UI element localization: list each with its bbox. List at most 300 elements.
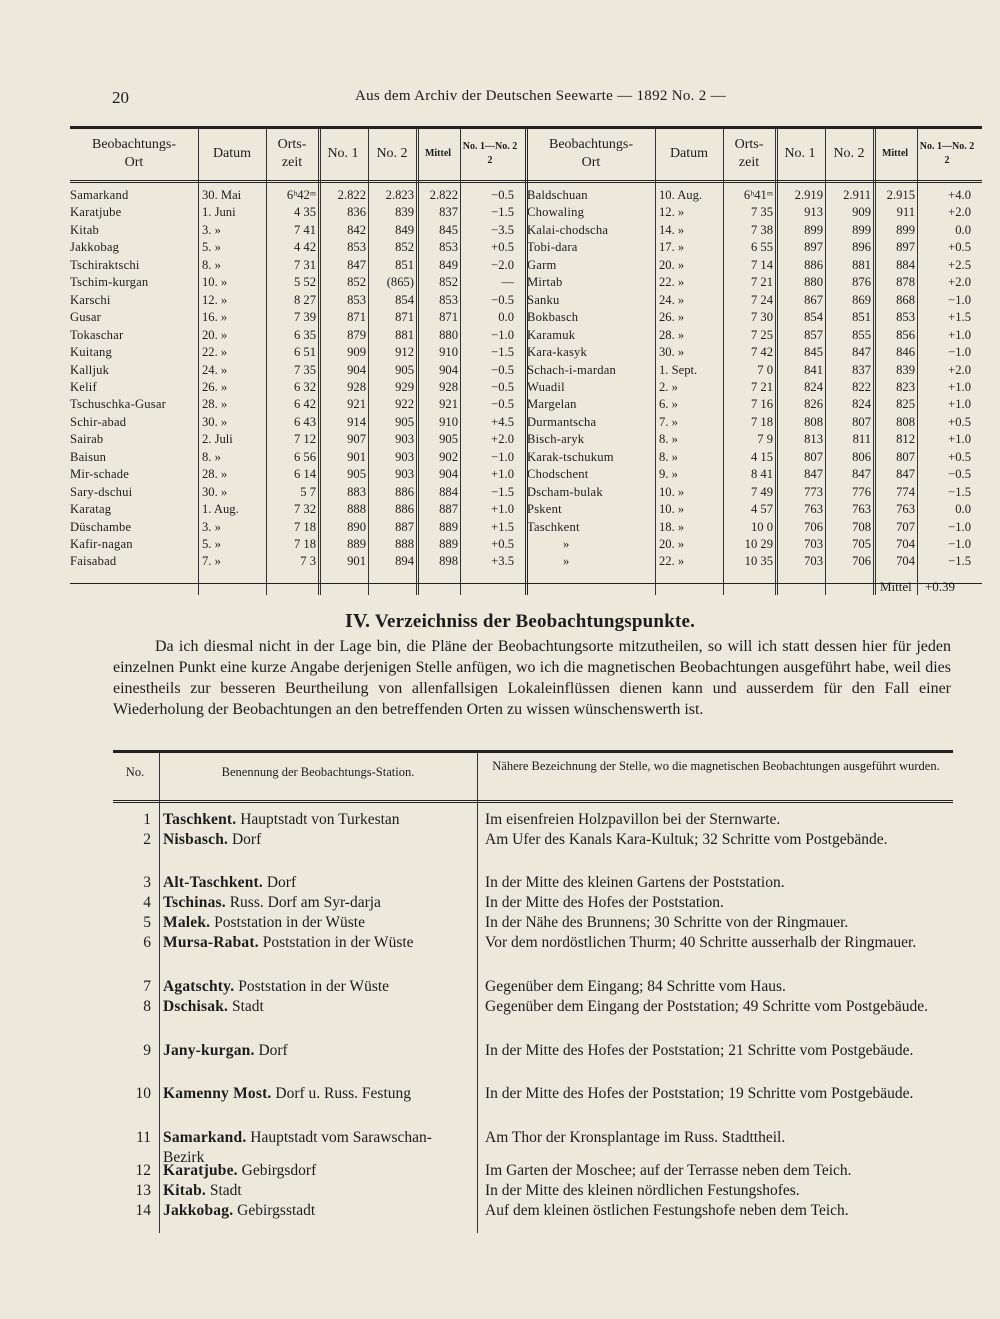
value-diff: +2.0 [948,205,971,220]
local-time: 7 32 [293,502,316,517]
value-diff: −1.0 [491,449,514,464]
value-diff: +1.0 [491,467,514,482]
station-name: Dscham-bulak [527,484,603,499]
local-time: 4 35 [293,205,316,220]
value-mean: 884 [439,484,458,499]
station-name-bold: Agatschty. [163,978,235,995]
table-row [70,519,525,536]
value-diff: −1.0 [948,537,971,551]
value-mean: 889 [439,537,458,551]
value-diff: −1.5 [948,554,971,569]
value-mean: 2.915 [886,188,915,202]
station-name: Jakkobag [70,240,120,255]
table-row [70,309,525,326]
value-mean: 884 [896,257,915,272]
table-row [527,239,982,256]
table-row [70,344,525,361]
value-no1: 841 [804,362,823,377]
value-no2: 824 [852,397,871,412]
right-header-ort: Beobachtungs- Ort [549,137,633,170]
value-diff: −3.5 [491,222,514,237]
value-diff: +0.5 [491,537,514,551]
station-type: Gebirgsdorf [237,1162,317,1179]
date: 28. » [202,397,228,412]
local-time: 7 38 [750,222,773,237]
page-number: 20 [112,88,129,107]
value-no1: 847 [347,257,366,272]
station-name-bold: Jakkobag. [163,1202,234,1219]
station-type: Dorf [254,1042,288,1059]
value-diff: −1.5 [948,484,971,499]
value-no1: 883 [347,484,366,499]
table-row [527,344,982,361]
running-head: Aus dem Archiv der Deutschen Seewarte — 1892 No. 2 — [355,88,726,104]
value-no2: 806 [852,449,871,464]
value-diff: +3.5 [491,554,514,569]
value-no1: 897 [804,240,823,255]
left-header-no1: No. 1 [327,146,359,161]
station-location-description: In der Nähe des Brunnens; 30 Schritte von der Ringmauer. [485,914,849,931]
table-bottom-rule [70,583,982,584]
date: 12. » [202,292,228,307]
value-diff: +2.5 [948,257,971,272]
value-diff: −1.5 [491,345,514,360]
station-type: Stadt [228,998,264,1015]
value-mean: 808 [896,414,915,429]
value-no2: 811 [852,432,871,447]
date: 2. » [659,379,678,394]
value-no2: 881 [852,257,871,272]
station-name [163,1161,473,1181]
station-location-description: Am Thor der Kronsplantage im Russ. Stadttheil. [485,1129,786,1146]
station-type: Poststation in der Wüste [258,934,414,951]
value-mean: 868 [896,292,915,307]
local-time: 4 15 [750,449,773,464]
table-row [70,187,525,204]
station-location-description: Gegenüber dem Eingang der Poststation; 49 Schritte vom Postgebäude. [485,998,928,1015]
station-name: Faisabad [70,554,117,569]
station-name: » [563,554,570,569]
value-mean: 812 [896,432,915,447]
date: 28. » [202,467,228,482]
station-name: Pskent [527,502,562,517]
left-header-datum: Datum [212,146,252,161]
table-row [527,466,982,483]
value-no2: 837 [852,362,871,377]
local-time: 7 24 [750,292,773,307]
station-location-description: Im eisenfreien Holzpavillon bei der Sternwarte. [485,811,781,828]
station-number: 10 [135,1085,151,1102]
table-row [527,414,982,431]
date: 30. » [202,414,228,429]
value-diff: +2.0 [948,362,971,377]
value-no1: 842 [347,222,366,237]
table-row [70,466,525,483]
local-time: 7 30 [750,310,773,325]
local-time: 6ʰ41ᵐ [743,188,773,202]
station-number: 3 [143,874,151,891]
local-time: 6 51 [293,345,316,360]
table-row [527,257,982,274]
local-time: 7 14 [750,257,773,272]
left-header-mittel: Mittel [424,148,452,159]
value-no2: 851 [852,310,871,325]
value-no1: 852 [347,275,366,290]
value-no1: 871 [347,310,366,325]
value-no2: 903 [395,467,414,482]
station-number: 8 [143,998,151,1015]
value-no1: 2.822 [337,188,366,202]
station-number: 12 [135,1162,151,1179]
left-header-diff: No. 1—No. 2 2 [462,141,518,166]
value-no1: 857 [804,327,823,342]
value-mean: 905 [439,432,458,447]
value-no1: 826 [804,397,823,412]
station-name: Chowaling [527,205,585,220]
station-location-description: In der Mitte des Hofes der Poststation; 21 Schritte vom Postgebäude. [485,1042,914,1059]
date: 5. » [202,537,221,551]
right-header-no2: No. 2 [833,146,865,161]
value-mean: 807 [896,449,915,464]
date: 22. » [659,275,685,290]
station-name: Baisun [70,449,107,464]
value-mean: 837 [439,205,458,220]
table-row [70,222,525,239]
station-type: Russ. Dorf am Syr-darja [225,894,381,911]
station-name: Sary-dschui [70,484,133,499]
date: 26. » [202,379,228,394]
value-no1: 889 [347,537,366,551]
value-mean: 902 [439,449,458,464]
value-no1: 836 [347,205,366,220]
station-name [163,893,473,913]
value-no1: 879 [347,327,366,342]
value-diff: +4.0 [948,188,971,202]
table-row [527,536,982,553]
station-type: Gebirgsstadt [233,1202,316,1219]
value-no1: 928 [347,379,366,394]
station-number: 13 [135,1182,151,1199]
value-mean: 853 [439,292,458,307]
value-no1: 907 [347,432,366,447]
overall-mean-label: Mittel [880,579,912,594]
value-no2: 888 [395,537,414,551]
table-row [527,431,982,448]
station-name: Karatag [70,502,112,517]
value-diff: +1.5 [948,310,971,325]
value-mean: 878 [896,275,915,290]
value-no1: 853 [347,292,366,307]
date: 8. » [202,449,221,464]
station-name: Baldschuan [527,188,588,202]
table-row [527,501,982,518]
value-diff: +1.0 [491,502,514,517]
value-diff: +0.5 [948,449,971,464]
station-name: Sanku [527,292,560,307]
value-diff: −1.0 [948,292,971,307]
date: 10. » [659,502,685,517]
value-diff: +1.5 [491,519,514,534]
value-mean: 853 [896,310,915,325]
right-header-ortszeit: Orts- zeit [734,137,764,170]
value-no1: 763 [804,502,823,517]
station-name: Kafir-nagan [70,537,133,551]
value-no2: 851 [395,257,414,272]
table-row [70,327,525,344]
table-row [527,187,982,204]
station-number: 11 [136,1129,151,1146]
value-diff: −1.5 [491,205,514,220]
value-mean: 849 [439,257,458,272]
station-col-line [159,753,160,1233]
date: 30. Mai [202,188,242,202]
station-location-description: In der Mitte des kleinen nördlichen Festungshofes. [485,1182,800,1199]
local-time: 7 25 [750,327,773,342]
value-diff: +2.0 [948,275,971,290]
value-no2: 2.823 [385,188,414,202]
value-no1: 847 [804,467,823,482]
value-no1: 901 [347,554,366,569]
local-time: 6 32 [293,379,316,394]
date: 10. » [659,484,685,499]
station-number: 9 [143,1042,151,1059]
station-name: Margelan [527,397,577,412]
value-no1: 867 [804,292,823,307]
local-time: 7 9 [757,432,773,447]
value-diff: +2.0 [491,432,514,447]
station-name: Tschuschka-Gusar [70,397,167,412]
value-mean: 845 [439,222,458,237]
station-type: Hauptstadt vom Sarawschan-Bezirk [163,1129,432,1166]
table-row [527,292,982,309]
table-row [527,484,982,501]
value-no1: 703 [804,537,823,551]
value-no1: 2.919 [794,188,823,202]
date: 8. » [202,257,221,272]
value-no2: 903 [395,449,414,464]
value-no2: 763 [852,502,871,517]
section-heading [345,610,695,633]
station-header-rule [113,800,953,803]
value-mean: 763 [896,502,915,517]
value-no2: 922 [395,397,414,412]
station-name-bold: Taschkent. [163,811,237,828]
local-time: 10 29 [744,537,773,551]
station-location-description: In der Mitte des Hofes der Poststation; 19 Schritte vom Postgebäude. [485,1085,914,1102]
value-mean: 928 [439,379,458,394]
station-name: Kitab [70,222,99,237]
local-time: 6 42 [293,397,316,412]
local-time: 5 52 [293,275,316,290]
table-row [70,362,525,379]
local-time: 7 21 [750,379,773,394]
local-time: 7 31 [293,257,316,272]
station-name [163,1181,473,1201]
value-no2: 847 [852,345,871,360]
station-name-bold: Mursa-Rabat. [163,934,259,951]
station-name [163,933,473,953]
station-name [163,997,473,1017]
value-mean: 704 [896,537,915,551]
local-time: 7 18 [293,537,316,551]
table-row [70,274,525,291]
value-no2: 854 [395,292,414,307]
value-mean: 847 [896,467,915,482]
station-type: Stadt [205,1182,242,1199]
value-no2: 909 [852,205,871,220]
station-type: Poststation in der Wüste [234,978,390,995]
local-time: 6 55 [750,240,773,255]
station-name [163,1041,473,1061]
station-name: Kelif [70,379,97,394]
value-mean: 880 [439,327,458,342]
value-no2: 869 [852,292,871,307]
value-mean: 910 [439,345,458,360]
value-diff: −0.5 [491,292,514,307]
value-no1: 808 [804,414,823,429]
value-no2: 705 [852,537,871,551]
table-row [527,519,982,536]
value-diff: −0.5 [948,467,971,482]
value-diff: +1.0 [948,397,971,412]
station-name: Wuadil [527,379,565,394]
station-type: Poststation in der Wüste [210,914,365,931]
value-no2: 886 [395,484,414,499]
station-number: 14 [135,1202,151,1219]
station-header-name: Benennung der Beobachtungs-Station. [221,765,415,779]
station-name [163,1201,473,1221]
date: 30. » [202,484,228,499]
value-no2: 876 [852,275,871,290]
station-number: 4 [143,894,151,911]
station-name [163,873,473,893]
value-no1: 913 [804,205,823,220]
station-location-description: Am Ufer des Kanals Kara-Kultuk; 32 Schritte vom Postgebände. [485,831,888,848]
date: 1. Aug. [202,502,239,517]
local-time: 7 21 [750,275,773,290]
station-name: Sairab [70,432,104,447]
left-header-ortszeit: Orts- zeit [277,137,307,170]
value-no2: 894 [395,554,414,569]
value-mean: 899 [896,222,915,237]
value-no2: 881 [395,327,414,342]
station-name: Kara-kasyk [527,345,588,360]
local-time: 4 57 [750,502,773,517]
station-header-no: No. [125,765,145,779]
station-name: Düschambe [70,519,132,534]
table-row [527,362,982,379]
station-name: » [563,537,570,551]
table-row [70,501,525,518]
left-header-ort: Beobachtungs- Ort [92,137,176,170]
table-row [527,553,982,570]
date: 30. » [659,345,685,360]
section-number: IV. [345,610,371,632]
station-type: Dorf [228,831,262,848]
station-name: Karschi [70,292,111,307]
value-diff: +1.0 [948,432,971,447]
date: 3. » [202,222,221,237]
value-no1: 773 [804,484,823,499]
station-number: 7 [143,978,151,995]
value-mean: 839 [896,362,915,377]
value-no2: (865) [386,275,414,290]
section-paragraph: Da ich diesmal nicht in der Lage bin, die Pläne der Beobachtungsorte mitzutheilen, so will ich statt dessen hier für jeden einzelnen Punkt eine kurze Angabe derjenigen Stelle anfügen, wo ich die magnetischen Beobachtungen ausgeführt habe, weil dies einestheils zur besseren Beurtheilung von allenfallsigen Lokaleinflüssen dienen kann und ausserdem für den Fall einer Wiederholung der Beobachtungen an den betreffenden Orten zu wissen wünschenswerth ist. [113,638,951,718]
right-header-diff: No. 1—No. 2 2 [919,141,975,166]
value-no1: 901 [347,449,366,464]
local-time: 7 18 [293,519,316,534]
value-no2: 776 [852,484,871,499]
local-time: 7 35 [750,205,773,220]
table-row [70,204,525,221]
station-number: 5 [143,914,151,931]
date: 20. » [659,257,685,272]
right-header-mittel: Mittel [881,148,909,159]
station-name: Kalljuk [70,362,110,377]
station-name [163,1084,473,1104]
table-row [70,292,525,309]
value-diff: −0.5 [491,397,514,412]
table-row [527,274,982,291]
right-header-datum: Datum [669,146,709,161]
station-name: Chodschent [527,467,589,482]
table-row [70,414,525,431]
station-name-bold: Malek. [163,914,211,931]
value-no2: 807 [852,414,871,429]
date: 22. » [659,554,685,569]
table-row [527,449,982,466]
local-time: 6 43 [293,414,316,429]
value-no2: 896 [852,240,871,255]
table-row [527,327,982,344]
value-no1: 880 [804,275,823,290]
station-name: Tschim-kurgan [70,275,149,290]
station-name-bold: Nisbasch. [163,831,229,848]
table-row [70,431,525,448]
station-name-bold: Jany-kurgan. [163,1042,255,1059]
table-row [70,257,525,274]
station-table-top-rule [113,750,953,753]
date: 3. » [202,519,221,534]
date: 1. Sept. [659,362,698,377]
value-diff: +0.5 [948,240,971,255]
station-name: Durmantscha [527,414,597,429]
date: 12. » [659,205,685,220]
value-no2: 905 [395,362,414,377]
local-time: 8 27 [293,292,316,307]
value-diff: −1.0 [948,519,971,534]
station-location-description: Gegenüber dem Eingang; 84 Schritte vom Haus. [485,978,786,995]
value-mean: 774 [896,484,915,499]
date: 7. » [659,414,678,429]
value-mean: 887 [439,502,458,517]
value-diff: +0.5 [948,414,971,429]
station-name [163,830,473,850]
date: 20. » [659,537,685,551]
station-name-bold: Tschinas. [163,894,226,911]
value-diff: −0.5 [491,379,514,394]
value-no2: 822 [852,379,871,394]
table-row [527,222,982,239]
value-no2: 899 [852,222,871,237]
station-name-bold: Alt-Taschkent. [163,874,263,891]
local-time: 7 39 [293,310,316,325]
station-name-bold: Kamenny Most. [163,1085,272,1102]
local-time: 4 42 [293,240,316,255]
value-mean: 889 [439,519,458,534]
station-name: Gusar [70,310,102,325]
station-name: Kuitang [70,345,112,360]
